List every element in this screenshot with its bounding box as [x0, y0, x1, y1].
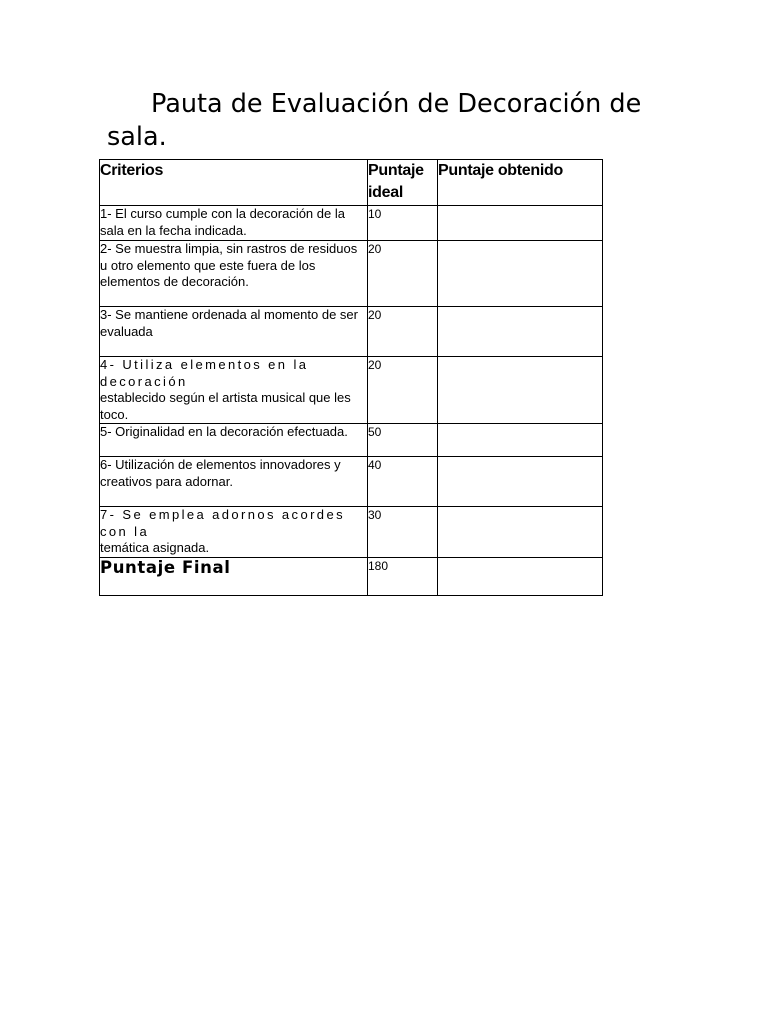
- puntaje-ideal-cell: 20: [368, 241, 438, 307]
- criterio-cell: 5- Originalidad en la decoración efectuada.: [100, 424, 368, 457]
- criterio-text: establecido según el artista musical que les toco.: [100, 390, 351, 422]
- criterio-text: temática asignada.: [100, 540, 210, 555]
- puntaje-obtenido-cell[interactable]: [438, 424, 603, 457]
- table-final-row: [100, 557, 603, 595]
- puntaje-ideal-cell: 10: [368, 206, 438, 241]
- header-puntaje-obtenido: Puntaje obtenido: [438, 160, 603, 206]
- table-row: [100, 457, 603, 507]
- criterio-cell: [100, 507, 368, 558]
- header-puntaje-ideal: Puntaje ideal: [368, 160, 438, 206]
- table-header-row: [100, 160, 603, 206]
- table-row: [100, 241, 603, 307]
- table-row: [100, 206, 603, 241]
- criterio-text-spaced: 4- Utiliza elementos en la decoración: [100, 357, 309, 389]
- puntaje-ideal-cell: 20: [368, 357, 438, 424]
- document-title: Pauta de Evaluación de Decoración de sala.: [107, 89, 642, 152]
- puntaje-obtenido-cell[interactable]: [438, 457, 603, 507]
- puntaje-ideal-cell: 20: [368, 307, 438, 357]
- puntaje-final-ideal: 180: [368, 557, 438, 595]
- criterio-cell: 2- Se muestra limpia, sin rastros de residuos u otro elemento que este fuera de los elementos de decoración.: [100, 241, 368, 307]
- header-criterios: Criterios: [100, 160, 368, 206]
- criterio-text-spaced: 7- Se emplea adornos acordes con la: [100, 507, 345, 539]
- criterio-cell: 1- El curso cumple con la decoración de la sala en la fecha indicada.: [100, 206, 368, 241]
- table-row: [100, 357, 603, 424]
- criterio-cell: [100, 357, 368, 424]
- puntaje-final-obtenido[interactable]: [438, 557, 603, 595]
- puntaje-obtenido-cell[interactable]: [438, 307, 603, 357]
- evaluation-table: [99, 159, 603, 596]
- puntaje-obtenido-cell[interactable]: [438, 507, 603, 558]
- puntaje-ideal-cell: 50: [368, 424, 438, 457]
- table-row: [100, 307, 603, 357]
- puntaje-ideal-cell: 40: [368, 457, 438, 507]
- puntaje-obtenido-cell[interactable]: [438, 357, 603, 424]
- criterio-cell: 3- Se mantiene ordenada al momento de ser evaluada: [100, 307, 368, 357]
- puntaje-obtenido-cell[interactable]: [438, 206, 603, 241]
- puntaje-obtenido-cell[interactable]: [438, 241, 603, 307]
- puntaje-final-label: Puntaje Final: [100, 557, 368, 595]
- puntaje-ideal-cell: 30: [368, 507, 438, 558]
- criterio-cell: 6- Utilización de elementos innovadores y creativos para adornar.: [100, 457, 368, 507]
- table-row: [100, 507, 603, 558]
- table-row: [100, 424, 603, 457]
